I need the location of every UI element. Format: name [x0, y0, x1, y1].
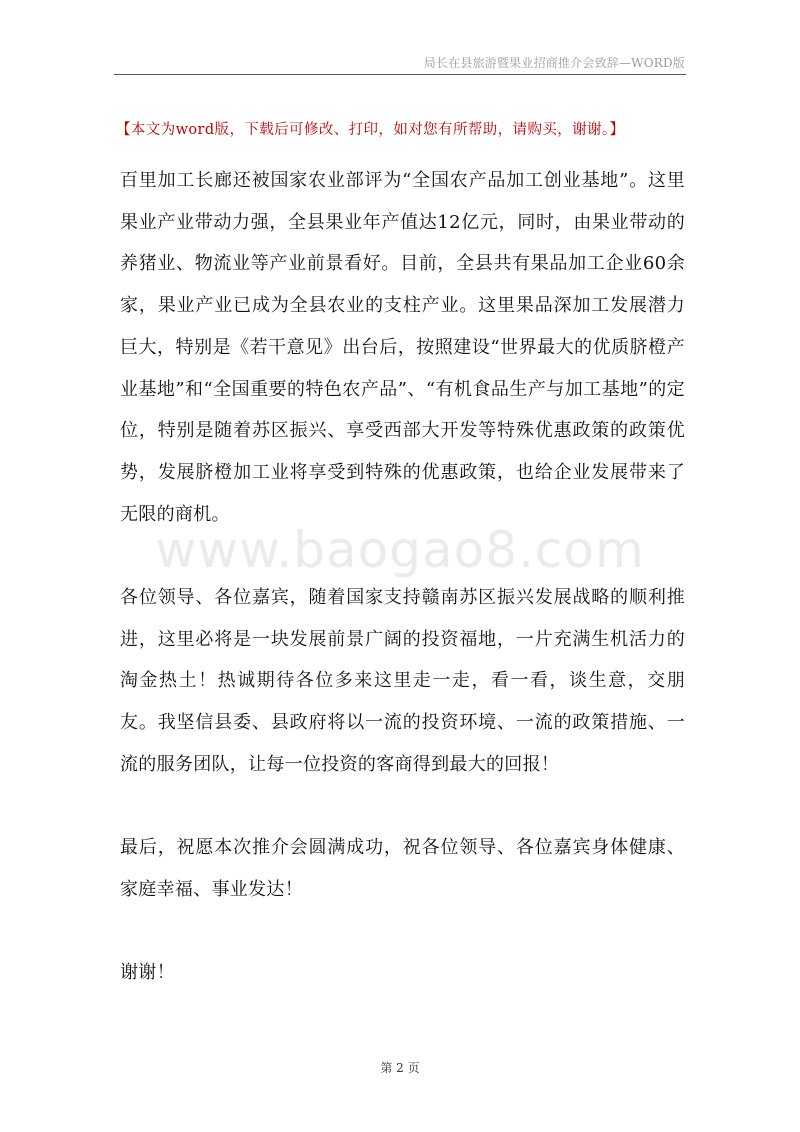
header-divider — [114, 74, 686, 75]
paragraph-3: 最后，祝愿本次推介会圆满成功，祝各位领导、各位嘉宾身体健康、家庭幸福、事业发达！ — [120, 837, 685, 900]
watermark: www.baogao8.com — [155, 521, 645, 579]
purchase-notice: 【本文为word版，下载后可修改、打印，如对您有所帮助，请购买，谢谢。】 — [116, 122, 625, 138]
page-number: 第 2 页 — [380, 1061, 420, 1075]
paragraph-1: 百里加工长廊还被国家农业部评为“全国农产品加工创业基地”。这里果业产业带动力强，全县果业年产值达12亿元，同时，由果业带动的养猪业、物流业等产业前景看好。目前，全县共有果品加工企业60余家，果业产业已成为全县农业的支柱产业。这里果品深加工发展潜力巨大，特别是《若干意见》出台后，按照建设“世界最大的优质脐橙产业基地”和“全国重要的特色农产品”、“有机食品生产与加工基地”的定位，特别是随着苏区振兴、享受西部大开发等特殊优惠政策的政策优势，发展脐橙加工业将享受到特殊的优惠政策，也给企业发展带来了无限的商机。 — [120, 170, 685, 525]
document-header-title: 局长在县旅游暨果业招商推介会致辞—WORD版 — [423, 56, 685, 70]
paragraph-2: 各位领导、各位嘉宾，随着国家支持赣南苏区振兴发展战略的顺利推进，这里必将是一块发展前景广阔的投资福地，一片充满生机活力的淘金热土！热诚期待各位多来这里走一走，看一看，谈生意，交朋友。我坚信县委、县政府将以一流的投资环境、一流的政策措施、一流的服务团队，让每一位投资的客商得到最大的回报！ — [120, 587, 685, 775]
paragraph-4: 谢谢！ — [120, 962, 175, 983]
